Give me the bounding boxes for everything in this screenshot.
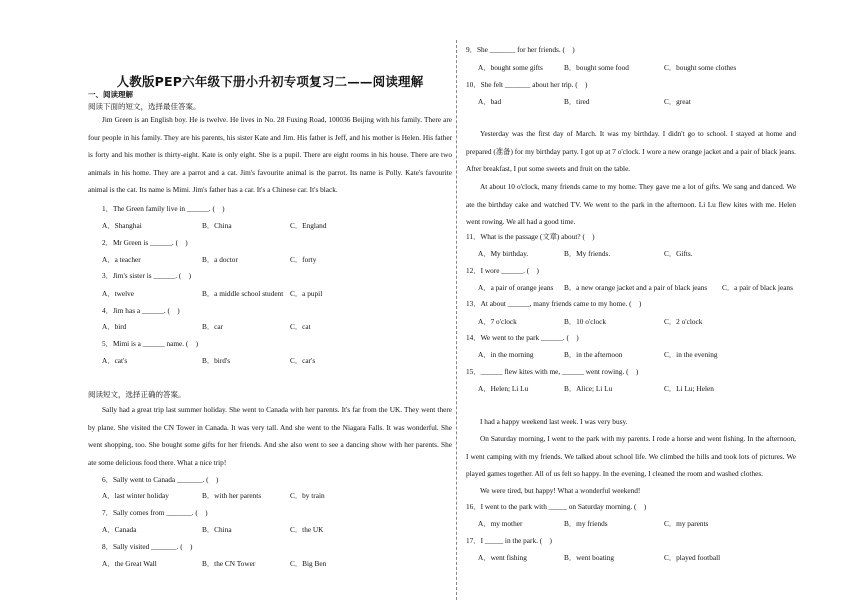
option-c[interactable]: C．car's: [290, 356, 316, 365]
option-b[interactable]: B．went boating: [564, 553, 615, 562]
option-c[interactable]: C．Li Lu; Helen: [664, 384, 714, 393]
question-10: 10．She felt _______ about her trip. ( ): [466, 80, 588, 89]
option-b[interactable]: B．with her parents: [202, 491, 262, 500]
question-2: 2．Mr Green is ______. ( ): [102, 238, 188, 247]
option-c[interactable]: C．in the evening: [664, 350, 718, 359]
option-a[interactable]: A．bought some gifts: [478, 63, 543, 72]
passage2-instruction: 阅读短文，选择正确的答案。: [88, 390, 186, 399]
page-title: 人教版PEP六年级下册小升初专项复习二——阅读理解: [116, 74, 424, 89]
option-b[interactable]: B．a middle school student: [202, 289, 284, 298]
question-7: 7．Sally comes from _______. ( ): [102, 508, 208, 517]
question-9: 9．She _______ for her friends. ( ): [466, 45, 575, 54]
option-c[interactable]: C．the UK: [290, 525, 324, 534]
section-heading: 一、阅读理解: [88, 90, 133, 99]
option-c[interactable]: C．a pupil: [290, 289, 323, 298]
option-b[interactable]: B．tired: [564, 97, 590, 106]
option-a[interactable]: A．cat's: [102, 356, 128, 365]
passage2-text: Sally had a great trip last summer holiday. She went to Canada with her parents. It's far from the UK. They went there by plane. She visited the CN Tower in Canada. It was very tall. And she went to the Niagara Falls. It was wonderful. She went shopping, too. She bought some gifts for her friends. And she also went to see a dancing show with her parents. She ate some delicious food there. What a nice trip!: [88, 405, 452, 467]
column-divider: [456, 40, 457, 600]
passage3-paragraph-2: At about 10 o'clock, many friends came to my home. They gave me a lot of gifts. We sang and danced. We ate the birthday cake and watched TV. We went to the park in the afternoon. Li Lu flew kites with me. Helen went rowing. We all had a good time.: [466, 182, 796, 226]
option-b[interactable]: B．My friends.: [564, 249, 611, 258]
option-b[interactable]: B．car: [202, 322, 224, 331]
question-1: 1．The Green family live in ______. ( ): [102, 204, 225, 213]
passage3-paragraph-1: Yesterday was the first day of March. It was my birthday. I didn't go to school. I stayed at home and prepared (准备) for my birthday party. I got up at 7 o'clock. I wore a new orange jacket and a pair of black jeans. After breakfast, I put some sweets and fruit on the table.: [466, 129, 796, 173]
question-14: 14．We went to the park ______. ( ): [466, 333, 579, 342]
option-c[interactable]: C．forty: [290, 255, 317, 264]
option-a[interactable]: A．twelve: [102, 289, 135, 298]
question-5: 5．Mimi is a ______ name. ( ): [102, 339, 199, 348]
passage1-text: Jim Green is an English boy. He is twelve. He lives in No. 28 Fuxing Road, 100036 Beijing with his family. There are four people in his family. They are his parents, his sister Kate and Jim. His father is Jeff, and his mother is Helen. His father is forty and his mother is thirty-eight. Kate is only eight. She is a pupil. There are eight rooms in his house. There are two animals in his home. They are a parrot and a cat. Jim's favourite animal is the parrot. Its name is Polly. Kate's favourite animal is the cat. Its name is Mimi. Jim's father has a car. It's a Chinese car. It's black.: [88, 115, 452, 194]
option-c[interactable]: C．played football: [664, 553, 721, 562]
option-a[interactable]: A．Canada: [102, 525, 137, 534]
option-b[interactable]: B．a doctor: [202, 255, 238, 264]
option-a[interactable]: A．went fishing: [478, 553, 527, 562]
option-b[interactable]: B．a new orange jacket and a pair of black jeans: [564, 283, 708, 292]
passage4-paragraph-3: We were tired, but happy! What a wonderful weekend!: [480, 486, 641, 495]
option-a[interactable]: A．Shanghai: [102, 221, 142, 230]
passage1-instruction: 阅读下面的短文，选择最佳答案。: [88, 102, 201, 111]
option-a[interactable]: A．Helen; Li Lu: [478, 384, 529, 393]
option-c[interactable]: C．by train: [290, 491, 325, 500]
option-a[interactable]: A．bad: [478, 97, 502, 106]
option-c[interactable]: C．England: [290, 221, 327, 230]
option-c[interactable]: C．a pair of black jeans: [722, 283, 793, 292]
option-b[interactable]: B．bird's: [202, 356, 231, 365]
option-a[interactable]: A．7 o'clock: [478, 317, 517, 326]
option-a[interactable]: A．in the morning: [478, 350, 534, 359]
option-b[interactable]: B．the CN Tower: [202, 559, 256, 568]
question-16: 16．I went to the park with _____ on Saturday morning. ( ): [466, 502, 647, 511]
passage4-paragraph-2: On Saturday morning, I went to the park with my parents. I rode a horse and went fishing. In the afternoon, I went camping with my friends. We talked about school life. We climbed the hills and took lots of pictures. We played games together. All of us felt so happy. In the evening, I cleaned the room and washed clothes.: [466, 434, 796, 478]
question-8: 8．Sally visited _______. ( ): [102, 542, 193, 551]
option-b[interactable]: B．bought some food: [564, 63, 629, 72]
option-a[interactable]: A．the Great Wall: [102, 559, 157, 568]
question-6: 6．Sally went to Canada _______. ( ): [102, 475, 219, 484]
option-b[interactable]: B．Alice; Li Lu: [564, 384, 613, 393]
option-c[interactable]: C．bought some clothes: [664, 63, 737, 72]
option-c[interactable]: C．cat: [290, 322, 311, 331]
option-c[interactable]: C．my parents: [664, 519, 709, 528]
question-17: 17．I _____ in the park. ( ): [466, 536, 552, 545]
question-11: 11．What is the passage (文章) about? ( ): [466, 232, 595, 241]
option-b[interactable]: B．China: [202, 221, 232, 230]
question-4: 4．Jim has a ______. ( ): [102, 306, 180, 315]
option-b[interactable]: B．10 o'clock: [564, 317, 607, 326]
passage4-paragraph-1: I had a happy weekend last week. I was very busy.: [480, 417, 628, 426]
question-3: 3．Jim's sister is ______. ( ): [102, 271, 192, 280]
question-13: 13．At about ______, many friends came to my home. ( ): [466, 299, 642, 308]
option-c[interactable]: C．great: [664, 97, 691, 106]
option-b[interactable]: B．my friends: [564, 519, 608, 528]
question-15: 15．______ flew kites with me, ______ went rowing. ( ): [466, 367, 639, 376]
option-c[interactable]: C．Gifts.: [664, 249, 693, 258]
option-c[interactable]: C．Big Ben: [290, 559, 327, 568]
option-a[interactable]: A．a teacher: [102, 255, 141, 264]
option-a[interactable]: A．my mother: [478, 519, 523, 528]
option-a[interactable]: A．a pair of orange jeans: [478, 283, 554, 292]
option-a[interactable]: A．bird: [102, 322, 127, 331]
question-12: 12．I wore ______. ( ): [466, 266, 539, 275]
option-b[interactable]: B．China: [202, 525, 232, 534]
option-c[interactable]: C．2 o'clock: [664, 317, 703, 326]
option-a[interactable]: A．last winter holiday: [102, 491, 169, 500]
option-b[interactable]: B．in the afternoon: [564, 350, 623, 359]
option-a[interactable]: A．My birthday.: [478, 249, 529, 258]
